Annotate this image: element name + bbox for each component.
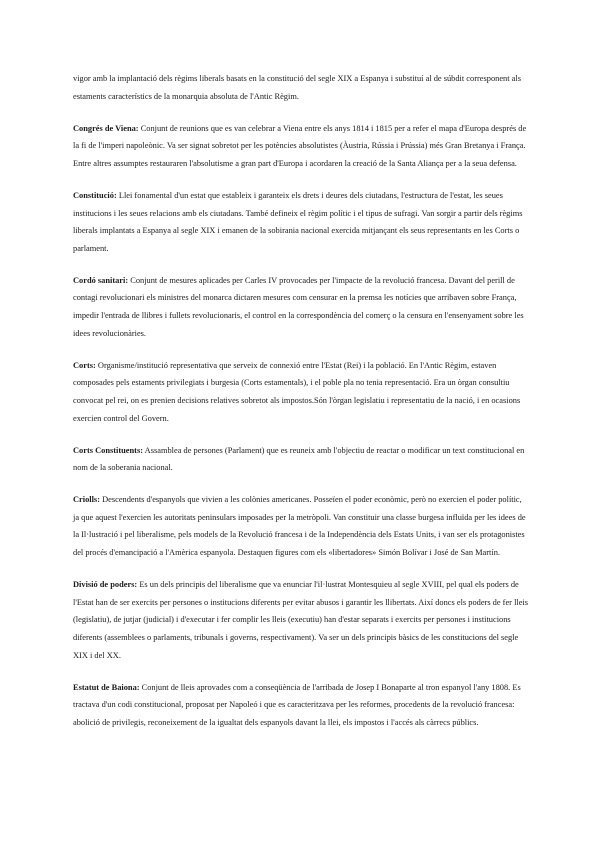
entry-term: Corts: [73,360,96,370]
entry-text: Es un dels principis del liberalisme que va enunciar l'il·lustrat Montesquieu al segle XVIII, pel qual els poders de l'Estat han de ser exercits per persones o institucions diferents per evitar abusos i garantir les llibertats. Així doncs els poders de fer lleis (legislatiu), de jutjar (judicial) i d'executar i fer complir les lleis (executiu) han d'estar separats i exercits per persones i institucions diferents (assemblees o parlaments, tribunals i governs, respectivament). Va ser un dels principis bàsics de les constitucions del segle XIX i del XX. [73,580,529,660]
entry-cordo-sanitari [73,272,529,342]
entry-corts-constituents [73,442,529,477]
entry-corts [73,357,529,427]
entry-constitucio [73,187,529,257]
entry-text: Conjunt de lleis aprovades com a conseqüència de l'arribada de Josep I Bonaparte al tron espanyol l'any 1808. Es tractava d'un codi constitucional, proposat per Napoleó i que es caracteritzava per les reformes, procedents de la revolució francesa: abolició de privilegis, reconeixement de la igualtat dels espanyols davant la llei, els impostos i l'accés als càrrecs públics. [73,682,521,727]
entry-term: Corts Constituents: [73,445,144,455]
entry-text: Assamblea de persones (Parlament) que es reuneix amb l'objectiu de reactar o modificar un text constitucional en nom de la soberania nacional. [73,445,525,473]
entry-text: Conjunt de mesures aplicades per Carles IV provocades per l'impacte de la revolució francesa. Davant del perill de contagi revolucionari els ministres del monarca dictaren mesures com censurar en la premsa les notícies que arribaven sobre França, impedir l'entrada de llibres i fullets revolucionaris, el control en la correspondència del comerç o la censura en l'ensenyament sobre les idees revolucionàries. [73,275,524,338]
entry-continuation [73,70,529,105]
entry-criolls [73,491,529,561]
entry-term: Estatut de Baiona: [73,682,140,692]
entry-text: vigor amb la implantació dels règims liberals basats en la constitució del segle XIX a Espanya i substituí al de súbdit corresponent als estaments característics de la monarquia absoluta de l'Antic Règim. [73,74,521,101]
entry-term: Congrés de Viena: [73,123,139,133]
entry-text: Conjunt de reunions que es van celebrar a Viena entre els anys 1814 i 1815 per a refer el mapa d'Europa després de la fi de l'imperi napoleònic. Va ser signat sobretot per les potències absolutistes (Àustria, Rússia i Prússia) més Gran Bretanya i França. Entre altres assumptes restauraren l'absolutisme a gran part d'Europa i acordaren la creació de la Santa Aliança per a la seua defensa. [73,123,527,168]
entry-text: Descendents d'espanyols que vivien a les colònies americanes. Posseïen el poder econòmic, però no exercien el poder polític, ja que aquest l'exercien les autoritats peninsulars imposades per la metròpoli. Van constituir una classe burgesa influïda per les idees de la Il·lustració i pel liberalisme, pels models de la Revolució francesa i de la Independència dels Estats Units, i van ser els protagonistes del procés d'emancipació a l'Amèrica espanyola. Destaquen figures com els «libertadores» Simón Bolívar i José de San Martín. [73,495,526,558]
entry-estatut-de-baiona [73,679,529,732]
entry-term: Cordó sanitari: [73,275,129,285]
entry-divisio-de-poders [73,576,529,664]
document-page [73,70,529,746]
entry-term: Criolls: [73,495,100,505]
entry-term: Divisió de poders: [73,580,138,590]
entry-text: Llei fonamental d'un estat que estableix i garanteix els drets i deures dels ciutadans, l'estructura de l'estat, les seues institucions i les seues relacions amb els ciutadans. També defineix el règim polític i el tipus de sufragi. Van sorgir a partir dels règims liberals implantats a Espanya al segle XIX i emanen de la sobirania nacional exercida mitjançant els seus representants en les Corts o parlament. [73,190,523,253]
entry-text: Organisme/institució representativa que serveix de connexió entre l'Estat (Rei) i la població. En l'Antic Règim, estaven composades pels estaments privilegiats i burgesia (Corts estamentals), i el poble pla no tenia representació. Era un òrgan consultiu convocat pel rei, on es prenien decisions relatives sobretot als impostos.Són l'òrgan legislatiu i representatiu de la nació, i en ocasions exercien control del Govern. [73,360,521,423]
entry-term: Constitució: [73,190,117,200]
entry-congres-de-viena [73,120,529,173]
